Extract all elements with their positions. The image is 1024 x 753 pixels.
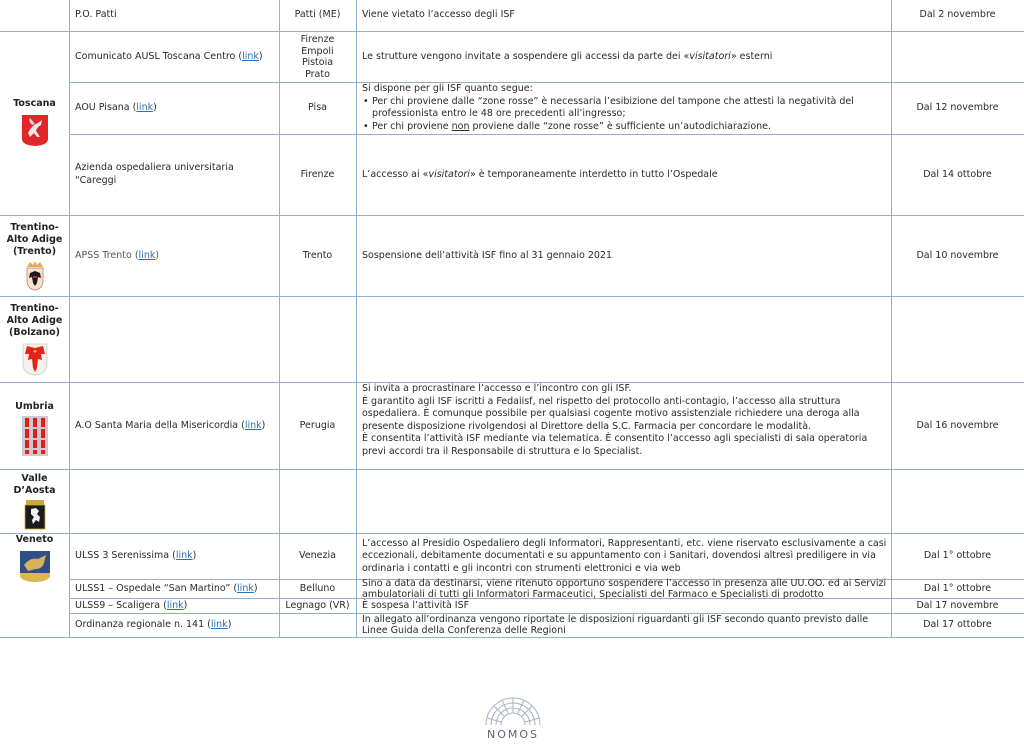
structure-name: Azienda ospedaliera universitaria “Careggi — [75, 162, 234, 186]
region-umbria — [0, 383, 69, 469]
city: Venezia — [299, 550, 336, 562]
structure-name: ULSS9 – Scaligera (link) — [75, 599, 188, 611]
provision-text: Sino a data da destinarsi, viene ritenuto opportuno sospendere l’accesso in presenza alle UU.OO. ed ai Servizi ambulatoriali di tutti gli Informatori Farmaceutici, Specialisti del Farmaco e Specialisti di prodotto — [362, 578, 887, 600]
region-label: Toscana — [13, 97, 56, 109]
region-label: Umbria — [15, 401, 54, 412]
column-divider — [69, 0, 70, 637]
effective-date: Dal 10 novembre — [916, 249, 999, 261]
effective-date: Dal 2 novembre — [919, 9, 996, 21]
structure-name: APSS Trento (link) — [75, 249, 160, 261]
provision-text: Si invita a procrastinare l’accesso e l’incontro con gli ISF. È garantito agli ISF iscritti a Fedaiisf, nel rispetto del protocollo anti-contagio, l’accesso alla struttura ospedaliera. È comunque possibile per qualsiasi cogente motivo assistenziale richiedere una deroga alla presente disposizione rivolgendosi al Direttore della S.C. Farmacia per concordare le modalità. È consentita l’attività ISF mediante via telematica. È consentito l’accesso agli specialisti di sala operatoria previ accordi tra il Responsabile di struttura e lo Specialist. — [362, 383, 868, 457]
source-link[interactable]: link — [242, 50, 259, 62]
provision-text: È sospesa l’attività ISF — [362, 599, 470, 611]
source-link[interactable]: link — [138, 249, 156, 261]
region-label-line: (Bolzano) — [9, 327, 60, 338]
effective-date: Dal 1° ottobre — [923, 550, 992, 562]
umbria-candles-icon — [22, 416, 48, 456]
source-link[interactable]: link — [175, 550, 193, 562]
valle-aosta-lion-icon — [24, 500, 46, 530]
provision-text: Si dispone per gli ISF quanto segue: • Per chi proviene dalle “zone rosse” è necessaria l’esibizione del tampone che attesti la negatività del professionista entro le 48 ore precedenti all’ingresso; • Per chi proviene non proviene dalle “zone rosse” è sufficiente un’autodichiarazione. — [362, 83, 887, 134]
source-link[interactable]: link — [136, 102, 154, 114]
row-divider — [0, 296, 1024, 297]
source-link[interactable]: link — [210, 619, 228, 631]
region-valle-aosta — [0, 470, 69, 533]
toscana-pegasus-icon — [20, 113, 50, 147]
nomos-amphitheater-icon — [482, 696, 544, 726]
logo-wordmark: NOMOS — [486, 728, 540, 741]
provision-text: L’accesso al Presidio Ospedaliero degli Informatori, Rappresentanti, etc. viene riservato esclusivamente a casi eccezionali, debitamente documentati e su appuntamento con i Sanitari, dovendosi altresì prediligere in via ordinaria i contatti e gli incontri con strumenti elettronici e via web — [362, 537, 887, 574]
nomos-logo — [478, 696, 548, 741]
city: Belluno — [299, 582, 336, 594]
effective-date: Dal 16 novembre — [916, 419, 999, 431]
city: Pisa — [308, 102, 327, 114]
effective-date: Dal 12 novembre — [916, 102, 999, 114]
city: Patti (ME) — [294, 9, 341, 21]
region-trentino-bolzano — [0, 297, 69, 382]
provision-text: L’accesso ai «visitatori» è temporaneamente interdetto in tutto l’Ospedale — [362, 168, 718, 180]
region-label-line: Alto Adige — [6, 233, 63, 245]
region-toscana — [0, 82, 69, 162]
region-trentino-trento — [0, 216, 69, 296]
provision-text: Sospensione dell’attività ISF fino al 31 gennaio 2021 — [362, 249, 613, 261]
effective-date: Dal 17 novembre — [916, 599, 999, 611]
structure-name: P.O. Patti — [75, 9, 117, 21]
veneto-lion-icon — [18, 549, 52, 583]
city-list: Firenze Empoli Pistoia Prato — [300, 34, 335, 80]
provision-text: In allegato all’ordinanza vengono riportate le disposizioni riguardanti gli ISF secondo quanto previsto dalle Linee Guida della Conferenza delle Regioni — [362, 614, 869, 636]
column-divider — [356, 0, 357, 637]
region-veneto — [0, 534, 69, 637]
trento-eagle-icon — [24, 261, 46, 291]
bullet-item: • Per chi proviene dalle “zone rosse” è necessaria l’esibizione del tampone che attesti la negatività del professionista entro le 48 ore precedenti all’ingresso; — [372, 96, 887, 121]
effective-date: Dal 1° ottobre — [923, 582, 992, 594]
city: Trento — [302, 249, 333, 261]
structure-name: ULSS 3 Serenissima (link) — [75, 550, 197, 562]
structure-name: Comunicato AUSL Toscana Centro (link) — [75, 50, 263, 62]
effective-date: Dal 14 ottobre — [923, 168, 992, 180]
region-label-line: Valle — [21, 473, 48, 484]
city: Perugia — [299, 419, 336, 431]
structure-name: ULSS1 – Ospedale “San Martino” (link) — [75, 582, 258, 594]
effective-date: Dal 17 ottobre — [923, 619, 992, 631]
bolzano-eagle-icon — [20, 342, 50, 376]
region-label-line: Alto Adige — [6, 315, 63, 326]
region-label-line: Trentino- — [10, 221, 59, 233]
source-link[interactable]: link — [244, 419, 262, 431]
structure-name: AOU Pisana (link) — [75, 102, 157, 114]
structure-name: Ordinanza regionale n. 141 (link) — [75, 619, 232, 631]
source-link[interactable]: link — [166, 599, 184, 611]
source-link[interactable]: link — [237, 582, 254, 594]
provision-text: Le strutture vengono invitate a sospendere gli accessi da parte dei «visitatori» esterni — [362, 50, 773, 62]
city: Firenze — [300, 168, 335, 180]
structure-name: A.O Santa Maria della Misericordia (link) — [75, 419, 266, 431]
row-divider — [0, 469, 1024, 470]
bullet-item: • Per chi proviene non proviene dalle “zone rosse” è sufficiente un’autodichiarazione. — [372, 121, 887, 134]
region-label: Veneto — [15, 534, 54, 545]
region-label-line: D’Aosta — [13, 485, 56, 496]
city: Legnago (VR) — [285, 599, 350, 611]
provision-text: Viene vietato l’accesso degli ISF — [362, 9, 515, 21]
region-label-line: (Trento) — [12, 245, 57, 257]
region-label-line: Trentino- — [10, 303, 59, 314]
